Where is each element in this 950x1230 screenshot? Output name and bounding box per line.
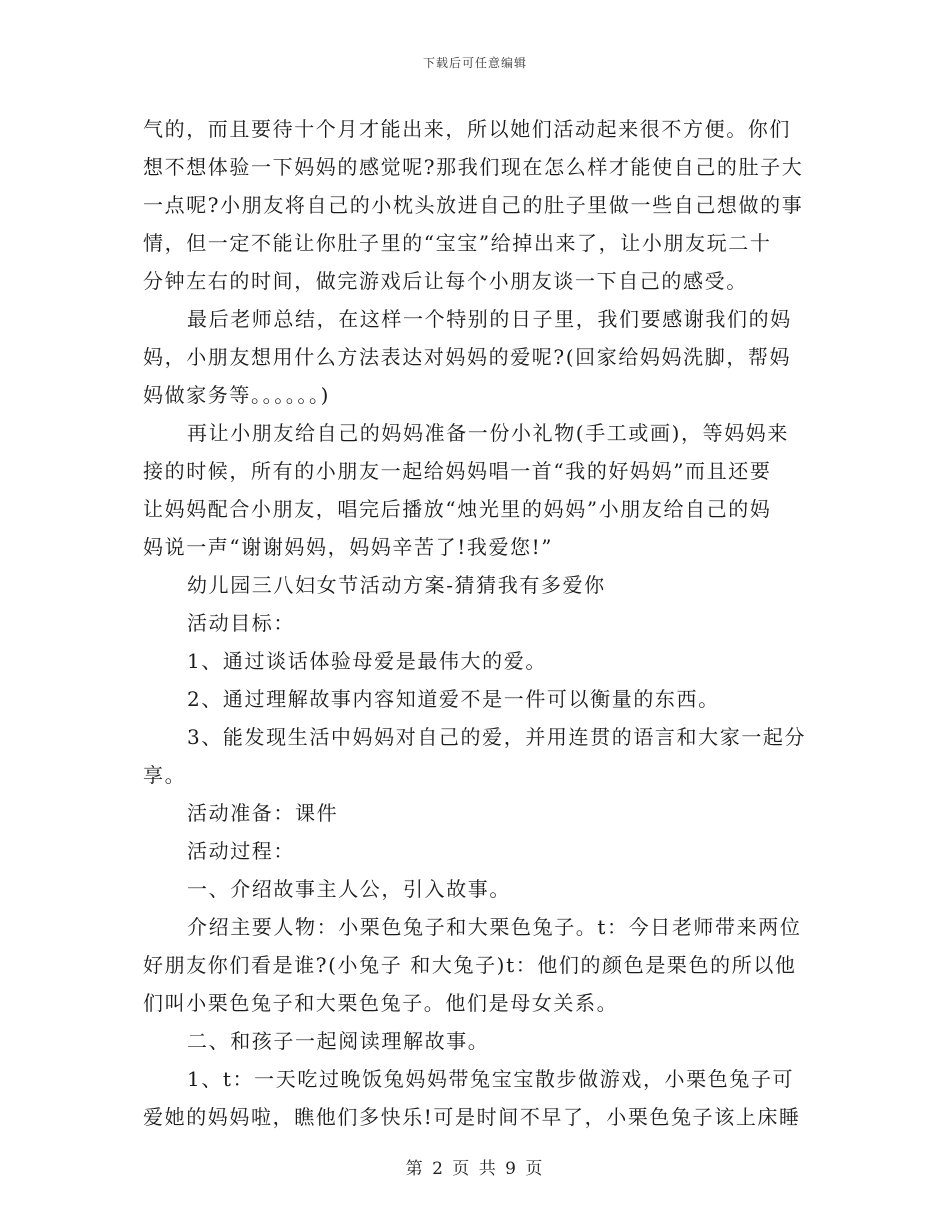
- header-note: 下载后可任意编辑: [422, 56, 527, 70]
- section-heading: 活动目标：: [187, 611, 295, 635]
- text-line: 情，但一定不能让你肚子里的“宝宝”给掉出来了，让小朋友玩二十: [143, 231, 772, 255]
- text-line: 让妈妈配合小朋友，唱完后播放“烛光里的妈妈”小朋友给自己的妈: [143, 497, 772, 521]
- list-item: 1、通过谈话体验母爱是最伟大的爱。: [187, 649, 547, 673]
- subsection-heading: 二、和孩子一起阅读理解故事。: [187, 1029, 490, 1053]
- text-line: 妈说一声“谢谢妈妈，妈妈辛苦了!我爱您!”: [143, 535, 554, 559]
- text-line: 妈做家务等。。。。。。): [143, 383, 331, 407]
- list-item: 3、能发现生活中妈妈对自己的爱，并用连贯的语言和大家一起分: [187, 725, 807, 749]
- section-heading: 活动准备：课件: [187, 801, 339, 825]
- text-line: 爱她的妈妈啦，瞧他们多快乐!可是时间不早了，小栗色兔子该上床睡: [143, 1105, 801, 1129]
- text-line: 1、t：一天吃过晚饭兔妈妈带兔宝宝散步做游戏，小栗色兔子可: [187, 1067, 795, 1091]
- document-body: [143, 110, 808, 1136]
- text-line: 妈，小朋友想用什么方法表达对妈妈的爱呢?(回家给妈妈洗脚，帮妈: [143, 345, 792, 369]
- text-line: 享。: [143, 763, 187, 787]
- text-line: 气的，而且要待十个月才能出来，所以她们活动起来很不方便。你们: [143, 117, 791, 141]
- text-line: 再让小朋友给自己的妈妈准备一份小礼物(手工或画)，等妈妈来: [187, 421, 790, 445]
- text-line: 接的时候，所有的小朋友一起给妈妈唱一首“我的好妈妈”而且还要: [143, 459, 772, 483]
- section-heading: 活动过程：: [187, 839, 295, 863]
- text-line: 们叫小栗色兔子和大栗色兔子。他们是母女关系。: [143, 991, 619, 1015]
- text-line: 一点呢?小朋友将自己的小枕头放进自己的肚子里做一些自己想做的事: [143, 193, 804, 217]
- page-number: 第 2 页 共 9 页: [405, 1159, 545, 1179]
- text-line: 分钟左右的时间，做完游戏后让每个小朋友谈一下自己的感受。: [143, 269, 748, 293]
- text-line: 介绍主要人物：小栗色兔子和大栗色兔子。t：今日老师带来两位: [187, 915, 802, 939]
- section-title: 幼儿园三八妇女节活动方案-猜猜我有多爱你: [187, 573, 606, 597]
- text-line: 想不想体验一下妈妈的感觉呢?那我们现在怎么样才能使自己的肚子大: [143, 155, 804, 179]
- list-item: 2、通过理解故事内容知道爱不是一件可以衡量的东西。: [187, 687, 720, 711]
- text-line: 最后老师总结，在这样一个特别的日子里，我们要感谢我们的妈: [187, 307, 792, 331]
- text-line: 好朋友你们看是谁?(小兔子 和大兔子)t：他们的颜色是栗色的所以他: [143, 953, 797, 977]
- subsection-heading: 一、介绍故事主人公，引入故事。: [187, 877, 511, 901]
